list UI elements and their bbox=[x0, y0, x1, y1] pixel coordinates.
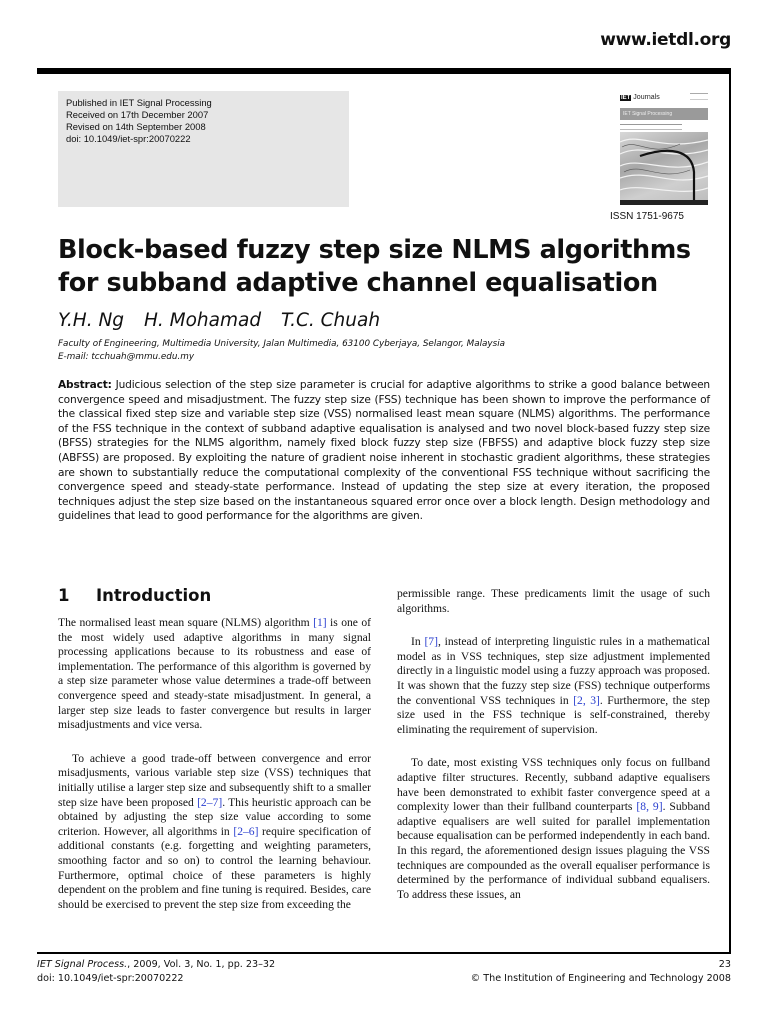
published-in: Published in IET Signal Processing bbox=[66, 97, 212, 108]
abstract bbox=[58, 378, 710, 524]
footer-citation: IET Signal Process., 2009, Vol. 3, No. 1, pp. 23–32 doi: 10.1049/iet-spr:20070222 bbox=[37, 959, 276, 984]
paragraph: In [7], instead of interpreting linguistic rules in a mathematical model as in VSS techniques, step size adjustment implemented directly in a linguistic model using a fuzzy approach was proposed. It was shown that the fuzzy step size (FSS) technique outperforms the conventional VSS techniques in [2, 3]. Furthermore, the step size used in the FSS technique is self-constrained, thereby eliminating the requirement of supervision. bbox=[397, 635, 710, 736]
received-date: Received on 17th December 2007 bbox=[66, 109, 209, 120]
citation-link[interactable]: [2, 3] bbox=[573, 693, 600, 707]
citation-link[interactable]: [7] bbox=[424, 635, 438, 649]
column-left bbox=[58, 616, 371, 912]
revised-date: Revised on 14th September 2008 bbox=[66, 121, 206, 132]
doi: doi: 10.1049/iet-spr:20070222 bbox=[66, 133, 191, 144]
section-title: Introduction bbox=[96, 586, 212, 605]
citation-link[interactable]: [2–6] bbox=[233, 824, 259, 838]
journal-cover-image bbox=[610, 88, 712, 210]
footer-right bbox=[471, 958, 731, 986]
cover-artwork bbox=[620, 132, 708, 202]
paragraph: To achieve a good trade-off between convergence and error misadjusments, various variable step size (VSS) techniques that initially utilise a larger step size and subsequently shift to a smaller step size have been proposed [2–7]. This heuristic approach can be obtained by adjusting the step size value according to some criterion. However, all algorithms in [2–6] require specification of additional constants (e.g. forgetting and weighting parameters, smoothing factor and so on) to control the learning behaviour. Furthermore, optimal choice of these parameters is highly dependent on the problem and fine tuning is required. Besides, care should be exercised to prevent the step size from exceeding the bbox=[58, 751, 372, 911]
article-title: Block-based fuzzy step size NLMS algorithms for subband adaptive channel equalisation bbox=[58, 235, 691, 298]
abstract-label: Abstract: bbox=[58, 379, 112, 391]
journal-abbrev: IET Signal Process. bbox=[37, 959, 128, 970]
bottom-rule bbox=[37, 952, 731, 954]
citation-link[interactable]: [8, 9] bbox=[636, 800, 663, 814]
publication-info-box bbox=[58, 91, 349, 207]
site-url[interactable]: www.ietdl.org bbox=[600, 30, 731, 50]
right-rule bbox=[729, 68, 731, 954]
author-list bbox=[58, 310, 394, 331]
cover-journal-band: IET Signal Processing bbox=[620, 108, 708, 120]
author: T.C. Chuah bbox=[280, 310, 381, 331]
citation-link[interactable]: [1] bbox=[313, 616, 327, 629]
iet-journals-logo: IET Journals bbox=[621, 94, 660, 101]
page-number: 23 bbox=[718, 959, 731, 970]
column-right bbox=[397, 587, 710, 902]
footer-doi: doi: 10.1049/iet-spr:20070222 bbox=[37, 973, 184, 984]
affiliation-block bbox=[58, 338, 505, 364]
affiliation: Faculty of Engineering, Multimedia University, Jalan Multimedia, 63100 Cyberjaya, Selangor, Malaysia bbox=[58, 339, 506, 349]
paragraph: permissible range. These predicaments limit the usage of such algorithms. bbox=[397, 587, 710, 615]
section-heading bbox=[58, 586, 211, 605]
author: Y.H. Ng bbox=[58, 310, 125, 331]
top-rule bbox=[37, 68, 731, 74]
section-number: 1 bbox=[58, 586, 70, 605]
citation-link[interactable]: [2–7] bbox=[197, 795, 223, 809]
issn: ISSN 1751-9675 bbox=[610, 211, 684, 222]
paragraph: The normalised least mean square (NLMS) algorithm [1] is one of the most widely used adaptive algorithms in many signal processing applications because to its robustness and ease of implementation. The performance of this algorithm is governed by a step size parameter whose value determines a trade-off between convergence speed and steady-state misadjustment. In general, a larger step size leads to faster convergence but results in larger misadjustments and vice versa. bbox=[58, 616, 372, 732]
author: H. Mohamad bbox=[143, 310, 262, 331]
copyright: © The Institution of Engineering and Technology 2008 bbox=[470, 973, 731, 984]
paragraph: To date, most existing VSS techniques only focus on fullband adaptive filter structures. Recently, subband adaptive equalisers have been demonstrated to exhibit faster convergence speed at a complexity lower than their fullband counterparts [8, 9]. Subband adaptive equalisers are well suited for parallel implementation because equalisation can be performed independently in each band. In this regard, the aforementioned design issues plaguing the VSS techniques are compounded as the overall equaliser performance is determined by the performance of individual subband equalisers. To address these issues, an bbox=[397, 756, 711, 901]
abstract-text: Judicious selection of the step size parameter is crucial for adaptive algorithms to strike a good balance between convergence speed and misadjustment. The fuzzy step size (FSS) technique has been shown to improve the performance of the classical fixed step size and variable step size (VSS) normalised least mean square (NLMS) algorithms. The performance of the FSS technique in the context of subband adaptive equalisation is analysed and two novel block-based fuzzy step size (BFSS) strategies for the NLMS algorithm, namely fixed block fuzzy step size (FBFSS) and adaptive block fuzzy step size (ABFSS) are proposed. By exploiting the nature of gradient noise inherent in stochastic gradient algorithms, these strategies are shown to substantially reduce the computational complexity of the conventional FSS technique without sacrificing the convergence speed and steady-state performance. Instead of updating the step size at every iteration, the proposed techniques adjust the step size based on the instantaneous squared error once over a block length. Design methodology and guidelines that lead to good performance for the algorithms are given. bbox=[58, 379, 710, 523]
email[interactable]: E-mail: tcchuah@mmu.edu.my bbox=[58, 352, 195, 362]
